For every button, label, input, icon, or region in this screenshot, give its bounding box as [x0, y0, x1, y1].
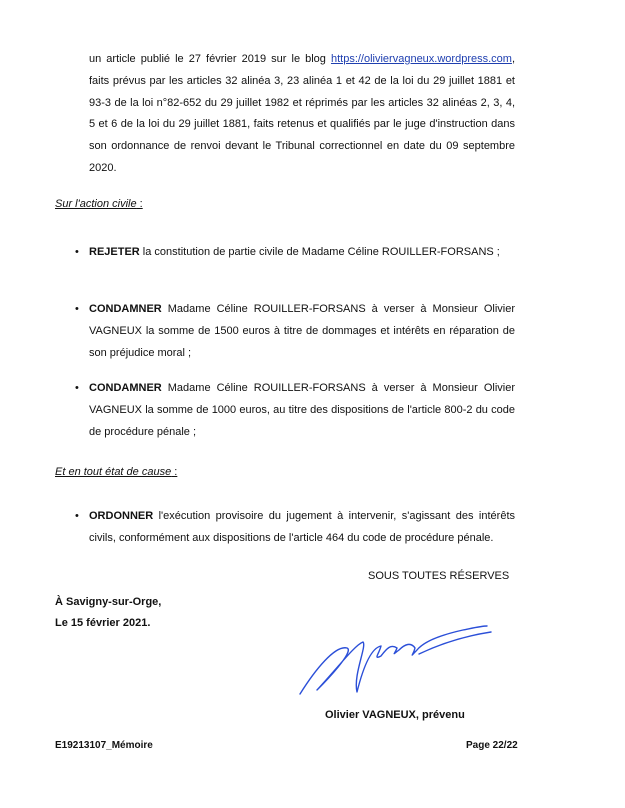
civil-heading-colon: :	[136, 198, 143, 210]
bullet-text: Madame Céline ROUILLER-FORSANS à verser à Monsieur Olivier VAGNEUX la somme de 1000 euros, au titre des dispositions de l'article 800-2 du code de procédure pénale ;	[89, 382, 515, 438]
civil-heading	[55, 198, 143, 210]
civil-heading-text: Sur l'action civile	[55, 198, 137, 210]
bullet-dot-icon: •	[75, 303, 79, 315]
bullet-keyword: ORDONNER	[89, 510, 154, 522]
signature-icon	[295, 620, 495, 700]
intro-text-before: un article publié le 27 février 2019 sur le blog	[89, 53, 331, 65]
general-heading-text: Et en tout état de cause	[55, 466, 172, 478]
bullet-text: l'exécution provisoire du jugement à intervenir, s'agissant des intérêts civils, conformément aux dispositions de l'article 464 du code de procédure pénale.	[89, 510, 515, 544]
bullet-keyword: CONDAMNER	[89, 382, 162, 394]
reserves-text: SOUS TOUTES RÉSERVES	[368, 570, 510, 582]
general-bullet-order	[75, 506, 515, 550]
intro-text-after: , faits prévus par les articles 32 alinéa 3, 23 alinéa 1 et 42 de la loi du 29 juillet 1881 et 93-3 de la loi n°82-652 du 29 juillet 1982 et réprimés par les articles 32 alinéas 2, 3, 4, 5 et 6 de la loi du 29 juillet 1881, faits retenus et qualifiés par le juge d'instruction dans son ordonnance de renvoi devant le Tribunal correctionnel en date du 09 septembre 2020.	[89, 53, 515, 174]
bullet-dot-icon: •	[75, 246, 79, 258]
blog-link[interactable]: https://oliviervagneux.wordpress.com	[330, 53, 512, 65]
bullet-dot-icon: •	[75, 510, 79, 522]
bullet-text: Madame Céline ROUILLER-FORSANS à verser à Monsieur Olivier VAGNEUX la somme de 1500 euros à titre de dommages et intérêts en réparation de son préjudice moral ;	[89, 303, 515, 359]
place-line: À Savigny-sur-Orge,	[55, 596, 162, 608]
civil-bullet-costs	[75, 378, 515, 443]
footer-page-number: Page 22/22	[466, 740, 518, 751]
intro-paragraph	[89, 49, 515, 180]
general-heading-colon: :	[171, 466, 178, 478]
civil-bullet-damages	[75, 299, 515, 364]
date-line: Le 15 février 2021.	[55, 617, 151, 629]
signer-name: Olivier VAGNEUX, prévenu	[325, 709, 465, 721]
general-heading	[55, 466, 177, 478]
civil-bullet-reject	[75, 242, 515, 264]
bullet-keyword: REJETER	[89, 246, 140, 258]
bullet-dot-icon: •	[75, 382, 79, 394]
place-and-date	[55, 592, 161, 634]
bullet-text: la constitution de partie civile de Madame Céline ROUILLER-FORSANS ;	[139, 246, 500, 258]
bullet-keyword: CONDAMNER	[89, 303, 162, 315]
footer-reference: E19213107_Mémoire	[55, 740, 153, 751]
